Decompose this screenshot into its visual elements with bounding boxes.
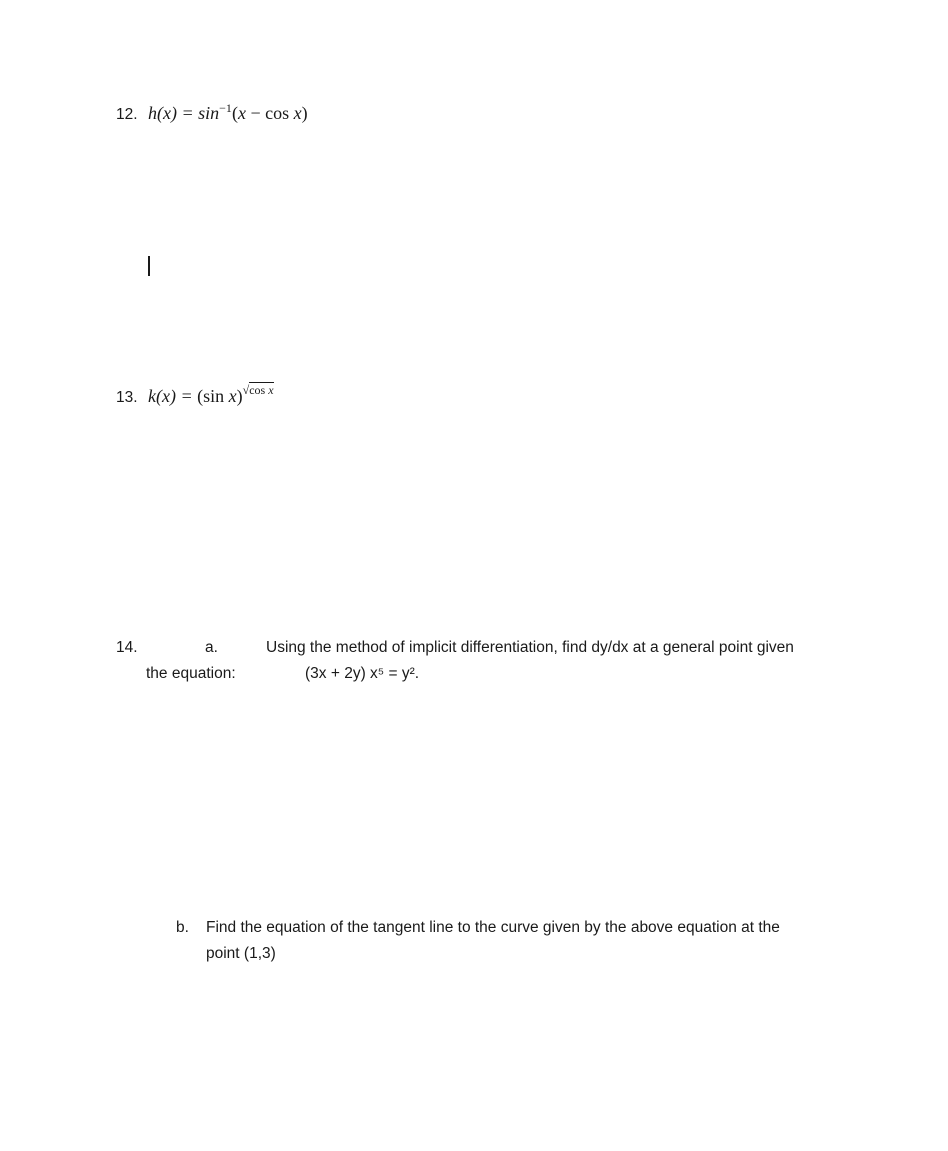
question-13-number: 13. bbox=[116, 389, 138, 406]
question-14-part-b-line1: Find the equation of the tangent line to the curve given by the above equation at the bbox=[206, 919, 780, 936]
question-12-fn: sin bbox=[198, 103, 220, 123]
question-14-number: 14. bbox=[116, 639, 138, 656]
question-12-arg-var2: x bbox=[293, 103, 302, 123]
question-13-exponent bbox=[243, 382, 274, 397]
question-13-radicand-cos: cos bbox=[249, 383, 269, 397]
question-12 bbox=[116, 103, 308, 124]
question-13-base-var: x bbox=[228, 386, 237, 406]
question-14-part-a-continuation: the equation: bbox=[146, 665, 236, 682]
question-13-radicand bbox=[249, 382, 273, 397]
question-14-part-a-equation: (3x + 2y) x⁵ = y². bbox=[305, 665, 420, 682]
question-14-part-a-label: a. bbox=[205, 639, 218, 656]
question-13-lhs: k(x) = bbox=[148, 386, 198, 406]
question-13-root-symbol: √ bbox=[242, 383, 250, 397]
question-12-arg-var: x bbox=[237, 103, 246, 123]
question-12-formula bbox=[148, 103, 308, 123]
question-14-part-b-line2: point (1,3) bbox=[206, 945, 276, 962]
question-12-number: 12. bbox=[116, 106, 138, 123]
question-12-lhs: h(x) = bbox=[148, 103, 199, 123]
question-12-arg-close: ) bbox=[301, 103, 308, 123]
question-13 bbox=[116, 383, 274, 407]
question-13-base-close: ) bbox=[236, 386, 243, 406]
question-12-arg-open: ( bbox=[231, 103, 238, 123]
question-14-part-a-text: Using the method of implicit differentiation, find dy/dx at a general point given bbox=[266, 639, 794, 656]
question-14-part-b-label: b. bbox=[176, 919, 189, 936]
question-12-exponent: −1 bbox=[219, 101, 232, 115]
question-13-formula bbox=[148, 383, 274, 406]
text-cursor bbox=[148, 256, 150, 276]
question-13-base: (sin bbox=[197, 386, 229, 406]
question-12-arg-cos: cos bbox=[265, 103, 294, 123]
question-12-arg-minus: − bbox=[245, 103, 266, 123]
question-13-radicand-var: x bbox=[268, 383, 274, 397]
